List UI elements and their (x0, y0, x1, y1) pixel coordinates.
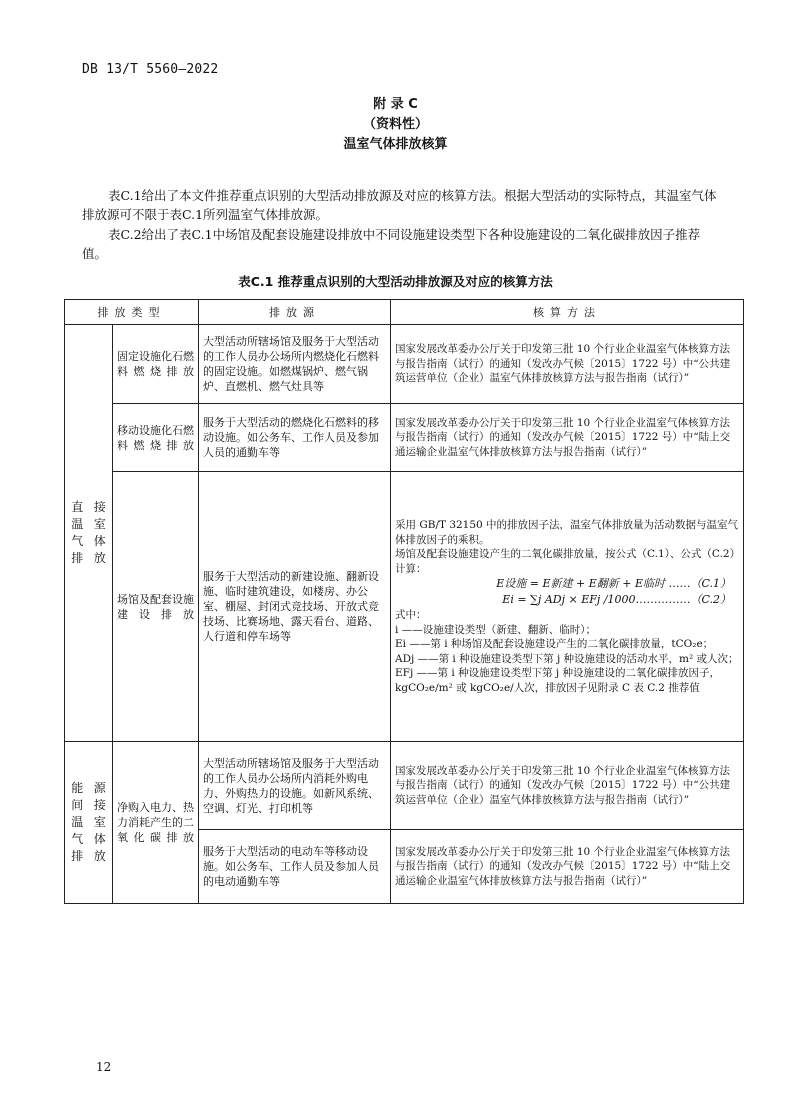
paragraph-2: 表C.2给出了表C.1中场馆及配套设施建设排放中不同设施建设类型下各种设施建设的二氧化碳排放因子推荐值。 (82, 227, 701, 261)
table-caption: 表C.1 推荐重点识别的大型活动排放源及对应的核算方法 (238, 274, 553, 289)
group-label-char: 接 (93, 798, 106, 812)
annex-subject: 温室气体排放核算 (343, 137, 448, 152)
annex-nature: （资料性） (362, 117, 428, 132)
definition-i: i ——设施建设类型（新建、翻新、临时）； (395, 623, 596, 636)
group-label-char: 温 (71, 815, 84, 829)
group-label-char: 气 (71, 832, 84, 846)
row3-method-intro: 采用 GB/T 32150 中的排放因子法，温室气体排放量为活动数据与温室气体排放因子的乘积。 (395, 519, 739, 546)
group-label-char: 间 (71, 798, 84, 812)
annex-titles (0, 95, 791, 155)
group-direct-label (69, 500, 108, 566)
group-label-char: 直 (71, 500, 84, 514)
row5-method: 国家发展改革委办公厅关于印发第三批 10 个行业企业温室气体核算方法与报告指南（试行）的通知（发改办气候〔2015〕1722 号）中“陆上交通运输企业温室气体排放核算方法与报告指南（试行）” (391, 830, 744, 904)
row5-source: 服务于大型活动的电动车等移动设施。如公务车、工作人员及参加人员的电动通勤车等 (199, 830, 391, 904)
paragraph-1: 表C.1给出了本文件推荐重点识别的大型活动排放源及对应的核算方法。根据大型活动的实际特点，其温室气体排放源可不限于表C.1所列温室气体排放源。 (82, 188, 717, 222)
group-label-char: 排 (71, 551, 84, 565)
group-label-char: 接 (93, 500, 106, 514)
table-row (65, 404, 744, 472)
row1-method: 国家发展改革委办公厅关于印发第三批 10 个行业企业温室气体核算方法与报告指南（试行）的通知（发改办气候〔2015〕1722 号）中“公共建筑运营单位（企业）温室气体排放核算方法与报告指南（试行）” (391, 325, 744, 404)
header-method: 核算方法 (391, 300, 744, 325)
group-label-char: 放 (93, 551, 106, 565)
group-label-char: 源 (93, 781, 106, 795)
row1-source: 大型活动所辖场馆及服务于大型活动的工作人员办公场所内燃烧化石燃料的固定设施。如燃煤锅炉、燃气锅炉、直燃机、燃气灶具等 (199, 325, 391, 404)
header-source: 排放源 (199, 300, 391, 325)
header-type: 排放类型 (65, 300, 199, 325)
page-number: 12 (96, 1060, 112, 1074)
row2-method: 国家发展改革委办公厅关于印发第三批 10 个行业企业温室气体核算方法与报告指南（试行）的通知（发改办气候〔2015〕1722 号）中“陆上交通运输企业温室气体排放核算方法与报告指南（试行）” (391, 404, 744, 472)
definition-adj: ADj ——第 i 种设施建设类型下第 j 种设施建设的活动水平，m² 或人次； (395, 652, 739, 665)
group-label-char: 能 (71, 781, 84, 795)
group-label-char: 体 (93, 832, 106, 846)
row4-type: 净购入电力、热力消耗产生的二氧化碳排放 (113, 742, 199, 904)
group-label-char: 体 (93, 534, 106, 548)
row3-method (391, 472, 744, 742)
group-indirect-label (69, 781, 108, 864)
group-label-char: 室 (93, 815, 106, 829)
group-label-char: 气 (71, 534, 84, 548)
row1-type: 固定设施化石燃料燃烧排放 (113, 325, 199, 404)
table-row (65, 325, 744, 404)
annex-title: 附 录 C (373, 97, 418, 112)
group-label-char: 放 (93, 849, 106, 863)
group-direct (65, 325, 113, 742)
emission-sources-table (64, 299, 744, 904)
group-label-char: 室 (93, 517, 106, 531)
table-row (65, 472, 744, 742)
row2-type: 移动设施化石燃料燃烧排放 (113, 404, 199, 472)
group-indirect (65, 742, 113, 904)
equation-c1: E设施 = E新建 + E翻新 + E临时 ……（C.1） (496, 577, 731, 590)
definition-ei: Ei ——第 i 种场馆及配套设施建设产生的二氧化碳排放量，tCO₂e； (395, 638, 714, 650)
table-row (65, 742, 744, 830)
table-header-row (65, 300, 744, 325)
row4-source: 大型活动所辖场馆及服务于大型活动的工作人员办公场所内消耗外购电力、外购热力的设施。如新风系统、空调、灯光、打印机等 (199, 742, 391, 830)
row3-type: 场馆及配套设施建设排放 (113, 472, 199, 742)
row2-source: 服务于大型活动的燃烧化石燃料的移动设施。如公务车、工作人员及参加人员的通勤车等 (199, 404, 391, 472)
doc-id-header: DB 13/T 5560—2022 (82, 62, 219, 77)
equation-c2: Ei = ∑j ADj × EFj /1000……………（C.2） (502, 592, 731, 606)
group-label-char: 温 (71, 517, 84, 531)
where-label: 式中： (395, 609, 427, 621)
definition-efj: EFj ——第 i 种设施建设类型下第 j 种设施建设的二氧化碳排放因子，kgCO₂e/m² 或 kgCO₂e/人次，排放因子见附录 C 表 C.2 推荐值 (395, 667, 721, 694)
row3-source: 服务于大型活动的新建设施、翻新设施、临时建筑建设，如楼房、办公室、棚屋、封闭式竞技场、开放式竞技场、比赛场地、露天看台、道路、人行道和停车场等 (199, 472, 391, 742)
row4-method: 国家发展改革委办公厅关于印发第三批 10 个行业企业温室气体核算方法与报告指南（试行）的通知（发改办气候〔2015〕1722 号）中“公共建筑运营单位（企业）温室气体排放核算方法与报告指南（试行）” (391, 742, 744, 830)
row3-method-intro2: 场馆及配套设施建设产生的二氧化碳排放量，按公式（C.1）、公式（C.2）计算： (395, 548, 735, 575)
group-label-char: 排 (71, 849, 84, 863)
